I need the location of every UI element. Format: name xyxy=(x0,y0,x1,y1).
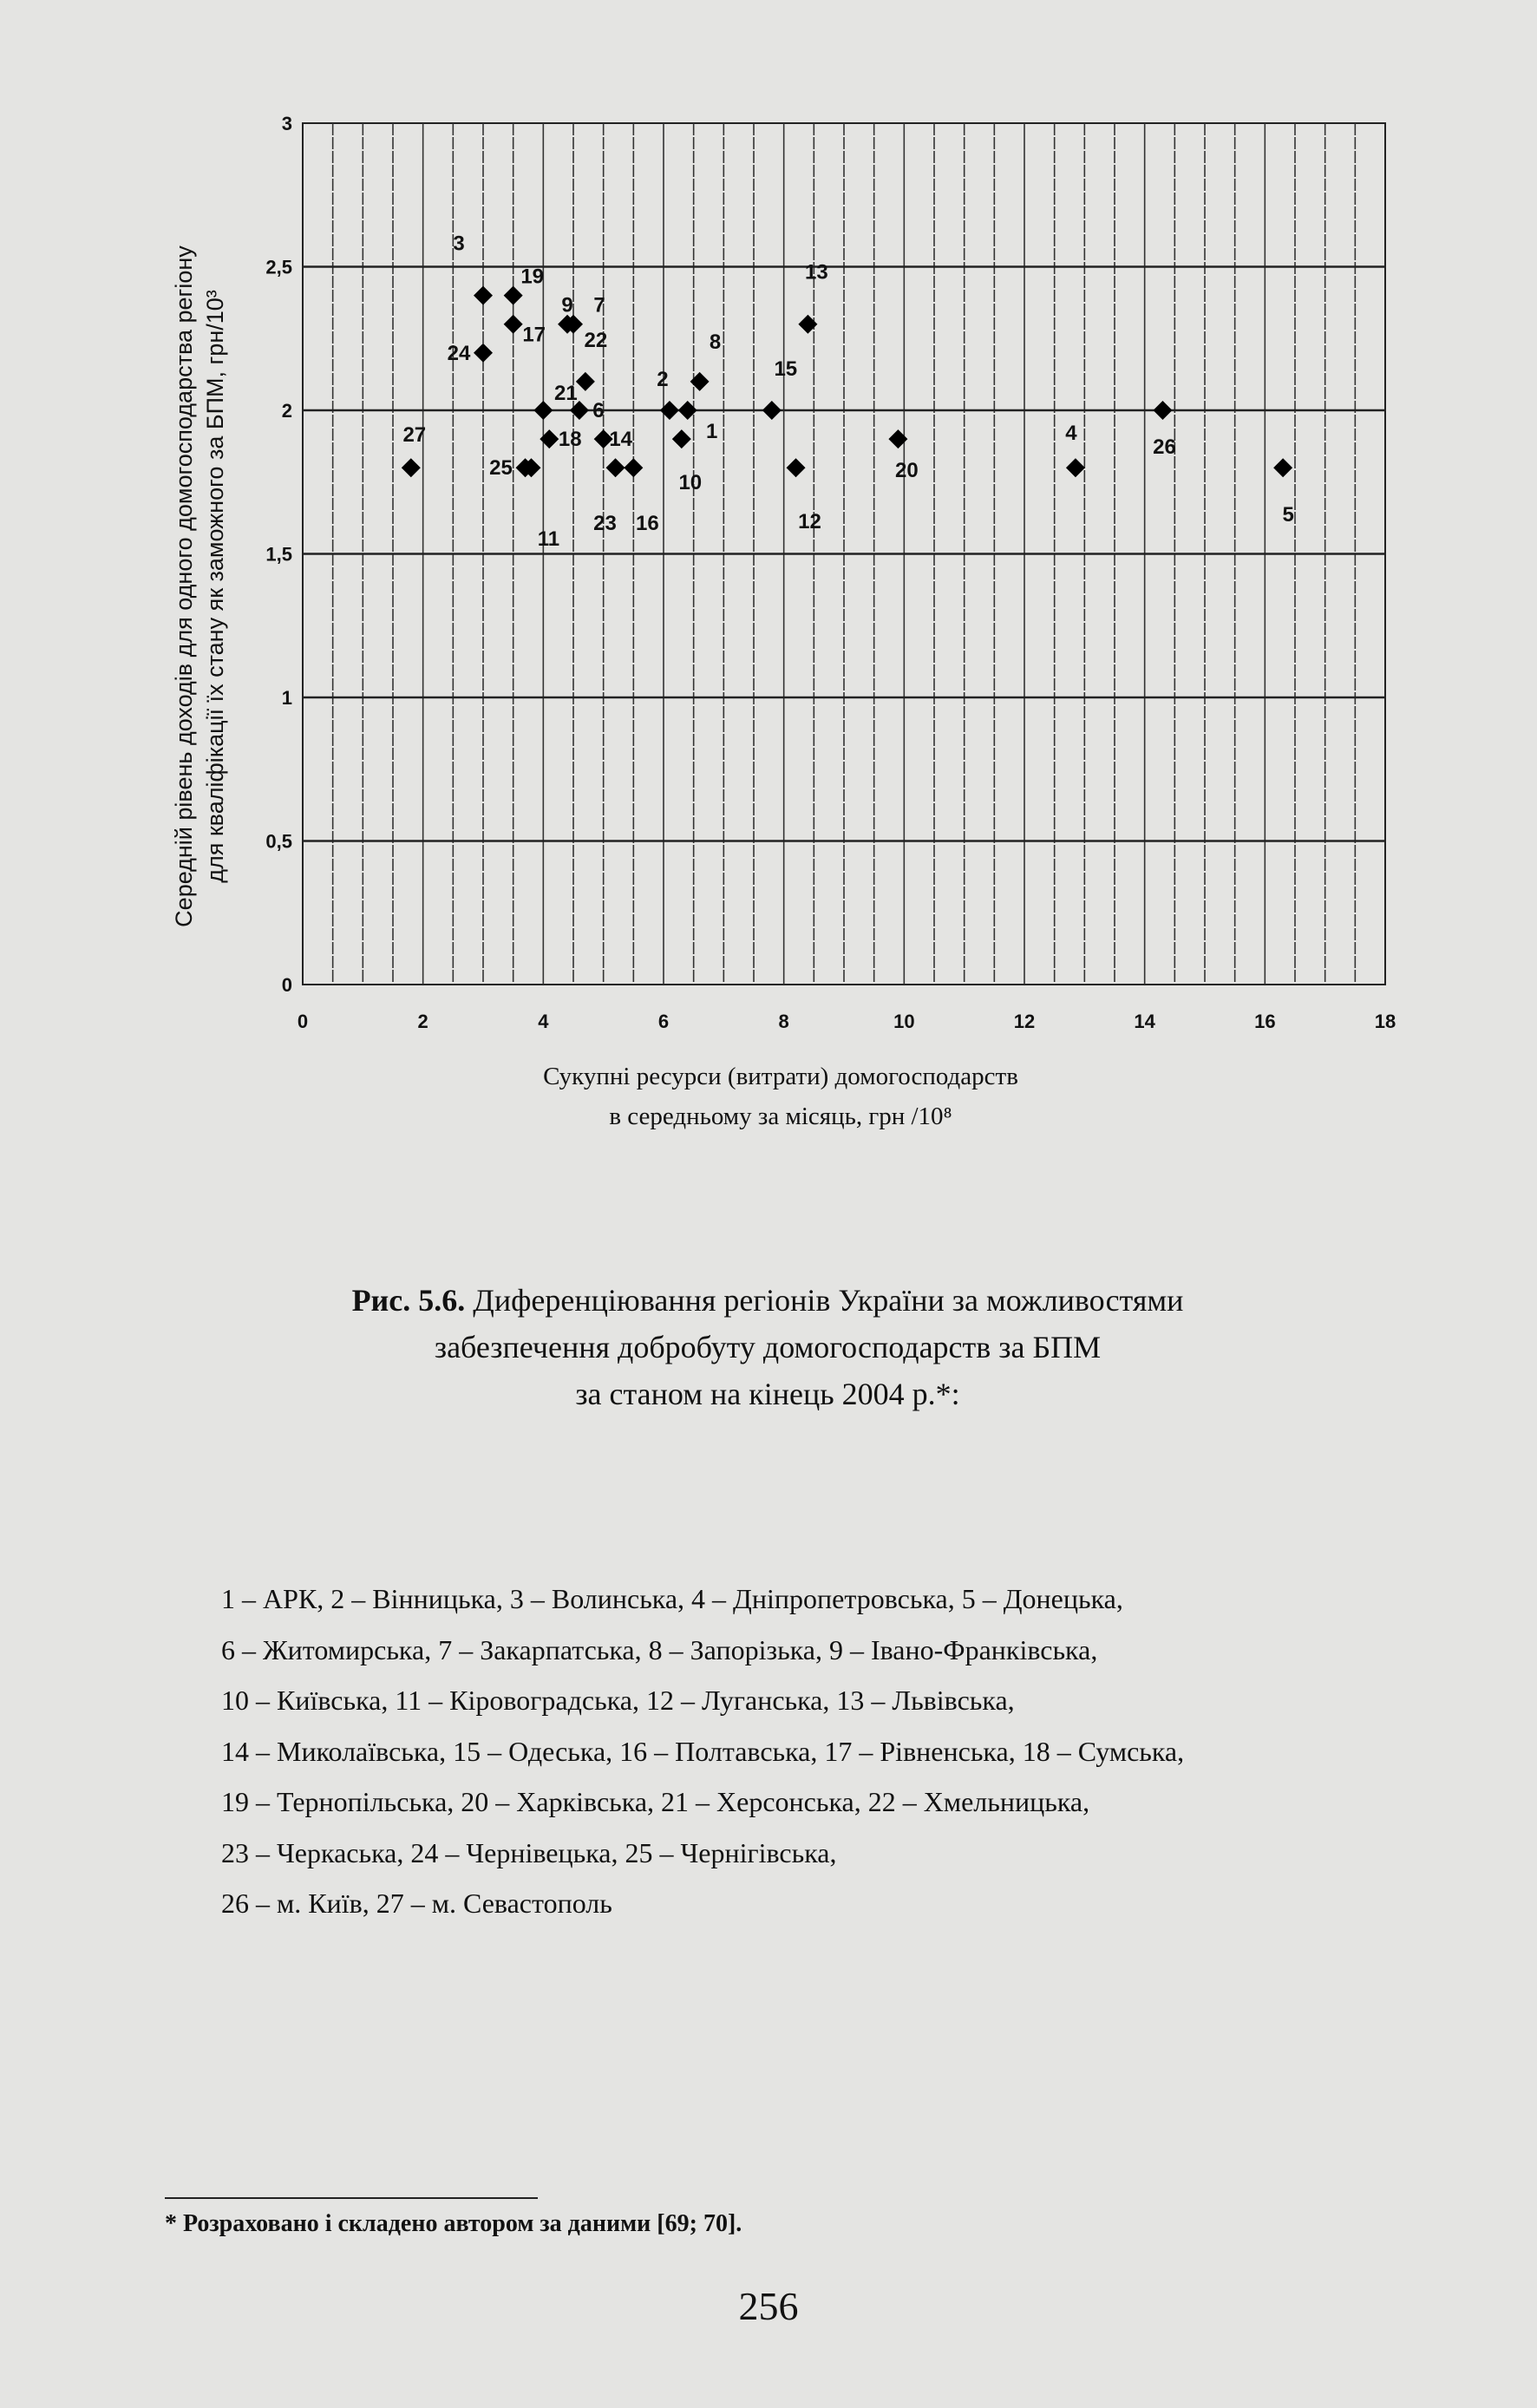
data-point-4 xyxy=(1066,458,1085,477)
y-axis-title xyxy=(168,153,231,1020)
x-axis-title-line2: в середньому за місяць, грн /10⁸ xyxy=(609,1103,952,1130)
y-tick-label: 2 xyxy=(281,400,292,422)
caption-line1: Диференціювання регіонів України за можливостями xyxy=(473,1283,1184,1318)
caption-line3: за станом на кінець 2004 р.*: xyxy=(575,1377,960,1411)
data-label-14: 14 xyxy=(609,428,633,452)
data-point-15 xyxy=(762,401,782,420)
x-tick-label: 16 xyxy=(1254,1011,1276,1032)
legend-line: 19 – Тернопільська, 20 – Харківська, 21 – Херсонська, 22 – Хмельницька, xyxy=(221,1786,1090,1817)
data-label-13: 13 xyxy=(805,260,828,285)
x-tick-label: 8 xyxy=(778,1011,789,1032)
data-label-19: 19 xyxy=(520,265,545,289)
y-tick-label: 0 xyxy=(281,974,292,996)
data-label-9: 9 xyxy=(561,293,573,317)
data-point-12 xyxy=(787,458,806,477)
y-tick-label: 0,5 xyxy=(265,830,292,853)
legend-line: 26 – м. Київ, 27 – м. Севастополь xyxy=(221,1888,612,1919)
x-tick-label: 2 xyxy=(417,1011,428,1032)
data-point-19 xyxy=(504,286,523,305)
legend-line: 1 – АРК, 2 – Вінницька, 3 – Волинська, 4 – Дніпропетровська, 5 – Донецька, xyxy=(221,1583,1123,1614)
y-axis-title-line2: для кваліфікації їх стану як заможного за БПМ, грн/10³ xyxy=(202,290,228,883)
data-label-18: 18 xyxy=(558,428,582,452)
data-label-7: 7 xyxy=(593,293,605,317)
data-label-10: 10 xyxy=(678,471,703,495)
data-label-2: 2 xyxy=(657,368,669,391)
data-point-23 xyxy=(606,458,625,477)
data-label-4: 4 xyxy=(1065,422,1077,446)
y-axis-title-line1: Середній рівень доходів для одного домогосподарства регіону xyxy=(171,245,197,927)
data-label-21: 21 xyxy=(553,382,578,405)
data-point-24 xyxy=(474,344,493,363)
data-label-12: 12 xyxy=(798,510,821,534)
data-label-17: 17 xyxy=(522,323,546,347)
y-tick-label: 1,5 xyxy=(265,543,292,566)
caption-line2: забезпечення добробуту домогосподарств за БПМ xyxy=(434,1330,1102,1364)
data-label-26: 26 xyxy=(1153,435,1176,459)
data-label-24: 24 xyxy=(447,341,471,365)
data-label-22: 22 xyxy=(584,328,608,352)
x-tick-label: 14 xyxy=(1134,1011,1155,1032)
footnote: * Розраховано і складено автором за даними [69; 70]. xyxy=(165,2210,742,2237)
data-point-21 xyxy=(533,401,553,420)
x-axis-title xyxy=(347,1057,1214,1136)
data-label-6: 6 xyxy=(592,399,605,422)
data-label-23: 23 xyxy=(593,512,617,536)
data-point-27 xyxy=(402,458,421,477)
x-tick-label: 0 xyxy=(297,1011,309,1032)
figure-caption xyxy=(173,1277,1362,1417)
legend-line: 23 – Черкаська, 24 – Чернівецька, 25 – Чернігівська, xyxy=(221,1836,837,1868)
y-tick-label: 2,5 xyxy=(265,256,292,278)
page-number: 256 xyxy=(738,2284,799,2328)
figure-label: Рис. 5.6. xyxy=(351,1283,466,1318)
data-point-5 xyxy=(1273,458,1292,477)
data-point-17 xyxy=(504,315,523,334)
data-label-20: 20 xyxy=(895,459,919,483)
x-axis-title-line1: Сукупні ресурси (витрати) домогосподарств xyxy=(543,1063,1018,1090)
y-tick-label: 3 xyxy=(281,113,292,134)
x-tick-label: 10 xyxy=(893,1011,915,1032)
data-point-26 xyxy=(1153,401,1172,420)
data-label-1: 1 xyxy=(706,420,718,443)
x-tick-label: 18 xyxy=(1374,1011,1396,1032)
footnote-divider xyxy=(165,2197,538,2199)
data-point-10 xyxy=(672,429,691,448)
data-label-15: 15 xyxy=(774,357,798,381)
x-tick-label: 6 xyxy=(657,1011,670,1032)
x-tick-label: 12 xyxy=(1013,1011,1036,1032)
legend-line: 10 – Київська, 11 – Кіровоградська, 12 – Луганська, 13 – Львівська, xyxy=(221,1685,1015,1716)
data-label-11: 11 xyxy=(537,527,560,552)
data-point-3 xyxy=(474,286,493,305)
legend-line: 14 – Миколаївська, 15 – Одеська, 16 – Полтавська, 17 – Рівненська, 18 – Сумська, xyxy=(221,1735,1185,1767)
region-legend xyxy=(221,1574,1184,1929)
x-tick-label: 4 xyxy=(538,1011,549,1032)
data-point-16 xyxy=(624,458,643,477)
data-point-22 xyxy=(576,372,595,391)
data-label-3: 3 xyxy=(453,232,465,256)
data-label-27: 27 xyxy=(402,423,427,448)
data-label-5: 5 xyxy=(1282,503,1294,527)
y-tick-label: 1 xyxy=(281,687,292,709)
data-label-16: 16 xyxy=(635,512,659,536)
data-label-25: 25 xyxy=(489,456,513,481)
data-label-8: 8 xyxy=(709,330,722,354)
legend-line: 6 – Житомирська, 7 – Закарпатська, 8 – Запорізька, 9 – Івано-Франківська, xyxy=(221,1633,1098,1665)
